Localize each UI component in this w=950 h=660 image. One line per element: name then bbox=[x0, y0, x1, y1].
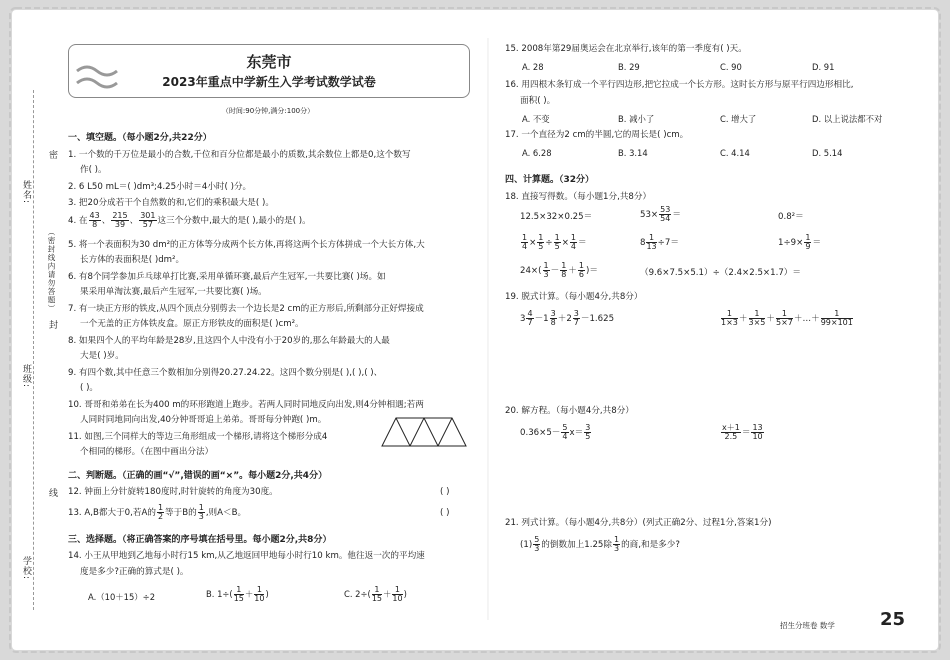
calc-2: 53× $\frac{53}{54}$ ＝ bbox=[640, 205, 681, 223]
exam-title: 2023年重点中学新生入学考试数学试卷 bbox=[162, 75, 376, 89]
class-label: 班级: bbox=[21, 364, 31, 389]
q17: 17. 一个直径为2 cm的半圆,它的周长是( )cm。 bbox=[505, 130, 689, 140]
q14-line2: 度是多少?正确的算式是( )。 bbox=[80, 567, 189, 577]
q15-option-d[interactable]: D. 91 bbox=[812, 62, 835, 72]
q17-option-b[interactable]: B. 3.14 bbox=[618, 148, 648, 158]
section-4-heading: 四、计算题。（32分） bbox=[505, 175, 595, 185]
equation-2: $\frac{x+1}{2.5}$ ＝ $\frac{13}{10}$ bbox=[722, 423, 763, 441]
q8-line2: 大是( )岁。 bbox=[80, 351, 124, 361]
seal-note: （密封线内请勿答题） bbox=[47, 228, 56, 313]
q14-option-b[interactable]: B. 1÷( $\frac{1}{15}$ ＋ $\frac{1}{10}$ ) bbox=[206, 585, 269, 603]
q14-line1: 14. 小王从甲地到乙地每小时行15 km,从乙地返回甲地每小时行10 km。他往返一次的平均速 bbox=[68, 551, 425, 561]
school-label: 学校: bbox=[21, 556, 31, 581]
q13-answer-paren[interactable]: ( ) bbox=[440, 508, 450, 518]
q5-line1: 5. 将一个表面积为30 dm²的正方体等分成两个长方体,再将这两个长方体拼成一个大长方体,大 bbox=[68, 240, 425, 250]
seal-mi: 密 bbox=[47, 150, 57, 160]
q10-line2: 人同时同地同向出发,40分钟哥哥追上弟弟。哥哥每分钟跑( )m。 bbox=[80, 415, 327, 425]
q20: 20. 解方程。（每小题4分,共8分） bbox=[505, 406, 634, 416]
city-title: 东莞市 bbox=[246, 53, 292, 71]
q16-option-c[interactable]: C. 增大了 bbox=[720, 114, 757, 124]
calc-7: 24×( $\frac{1}{3}$ － $\frac{1}{8}$ ＋ $\frac{1}{6}$ )＝ bbox=[520, 261, 598, 279]
q15-option-b[interactable]: B. 29 bbox=[618, 62, 640, 72]
calc-6: 1÷9× $\frac{1}{9}$ ＝ bbox=[778, 233, 822, 251]
q7-line2: 一个无盖的正方体铁皮盒。原正方形铁皮的面积是( )cm²。 bbox=[80, 319, 304, 329]
calc-5: 8 $\frac{1}{13}$ ÷7＝ bbox=[640, 233, 679, 251]
q2: 2. 6 L50 mL＝( )dm³;4.25小时＝4小时( )分。 bbox=[68, 182, 252, 192]
page-number: 25 bbox=[880, 609, 906, 630]
q7-line1: 7. 有一块正方形的铁皮,从四个顶点分别剪去一个边长是2 cm的正方形后,所剩部分正好焊接成 bbox=[68, 304, 424, 314]
q17-option-d[interactable]: D. 5.14 bbox=[812, 148, 843, 158]
q12: 12. 钟面上分针旋转180度时,时针旋转的角度为30度。 bbox=[68, 487, 278, 497]
q16-option-a[interactable]: A. 不变 bbox=[522, 114, 550, 124]
q12-answer-paren[interactable]: ( ) bbox=[440, 487, 450, 497]
footer-label: 招生分班卷 数学 bbox=[780, 621, 835, 630]
q1-line1: 1. 一个数的千万位是最小的合数,千位和百分位都是最小的质数,其余数位上都是0,这个数写 bbox=[68, 150, 411, 160]
seal-feng: 封 bbox=[47, 320, 57, 330]
name-label: 姓名: bbox=[21, 180, 31, 205]
q16-line2: 面积( )。 bbox=[520, 96, 556, 106]
q11-line1: 11. 如图,三个同样大的等边三角形组成一个梯形,请将这个梯形分成4 bbox=[68, 432, 328, 442]
calc-3: 0.8²＝ bbox=[778, 212, 804, 222]
section-3-heading: 三、选择题。（将正确答案的序号填在括号里。每小题2分,共8分） bbox=[68, 535, 332, 545]
section-1-heading: 一、填空题。（每小题2分,共22分） bbox=[68, 133, 212, 143]
q3: 3. 把20分成若干个自然数的和,它们的乘积最大是( )。 bbox=[68, 198, 274, 208]
q9-line1: 9. 有四个数,其中任意三个数相加分别得20.27.24.22。这四个数分别是( ),( ),( )、 bbox=[68, 368, 383, 378]
q21-part1: (1) $\frac{5}{3}$ 的倒数加上1.25除 $\frac{1}{3}$ 的商,和是多少? bbox=[520, 535, 680, 553]
equation-1: 0.36×5－ $\frac{5}{4}$ x＝ $\frac{3}{5}$ bbox=[520, 423, 591, 441]
q6-line2: 果采用单淘汰赛,最后产生冠军,一共要比赛( )场。 bbox=[80, 287, 267, 297]
q5-line2: 长方体的表面积是( )dm²。 bbox=[80, 255, 185, 265]
q19: 19. 脱式计算。（每小题4分,共8分） bbox=[505, 292, 643, 302]
q1-line2: 作( )。 bbox=[80, 165, 107, 175]
q10-line1: 10. 哥哥和弟弟在长为400 m的环形跑道上跑步。若两人同时同地反向出发,则4分钟相遇;若两 bbox=[68, 400, 424, 410]
q14-option-a[interactable]: A.（10＋15）÷2 bbox=[88, 592, 156, 602]
title-box bbox=[68, 44, 470, 98]
calc-9: 3 $\frac{4}{7}$ －1 $\frac{3}{8}$ ＋2 $\frac{3}{7}$ －1.625 bbox=[520, 309, 615, 327]
q14-option-c[interactable]: C. 2÷( $\frac{1}{15}$ ＋ $\frac{1}{10}$ ) bbox=[344, 585, 407, 603]
q13: 13. A,B都大于0,若A的 $\frac{1}{2}$ 等于B的 $\frac{1}{3}$ ,则A＜B。 bbox=[68, 503, 247, 521]
q16-option-d[interactable]: D. 以上说法都不对 bbox=[812, 114, 883, 124]
q8-line1: 8. 如果四个人的平均年龄是28岁,且这四个人中没有小于20岁的,那么年龄最大的人最 bbox=[68, 336, 390, 346]
q11-line2: 个相同的梯形。（在图中画出分法） bbox=[80, 447, 214, 457]
q15: 15. 2008年第29届奥运会在北京举行,该年的第一季度有( )天。 bbox=[505, 44, 747, 54]
q9-line2: ( )。 bbox=[80, 383, 99, 393]
seal-line bbox=[33, 90, 35, 610]
q16-option-b[interactable]: B. 减小了 bbox=[618, 114, 655, 124]
exam-meta: （时间:90分钟,满分:100分） bbox=[221, 107, 315, 115]
calc-8: （9.6×7.5×5.1）÷（2.4×2.5×1.7）＝ bbox=[640, 268, 801, 278]
q16-line1: 16. 用四根木条钉成一个平行四边形,把它拉成一个长方形。这时长方形与原平行四边形相比, bbox=[505, 80, 854, 90]
q6-line1: 6. 有8个同学参加乒乓球单打比赛,采用单循环赛,最后产生冠军,一共要比赛( )场。如 bbox=[68, 272, 386, 282]
seal-xian: 线 bbox=[47, 488, 57, 498]
q21: 21. 列式计算。（每小题4分,共8分）(列式正确2分、过程1分,答案1分) bbox=[505, 518, 772, 528]
trapezoid-figure[interactable] bbox=[380, 410, 470, 450]
calc-1: 12.5×32×0.25＝ bbox=[520, 212, 593, 222]
q17-option-c[interactable]: C. 4.14 bbox=[720, 148, 750, 158]
q17-option-a[interactable]: A. 6.28 bbox=[522, 148, 552, 158]
q15-option-a[interactable]: A. 28 bbox=[522, 62, 544, 72]
q4: 4. 在 $\frac{43}{8}$ 、 $\frac{215}{39}$ 、 $\frac{301}{57}$ 这三个分数中,最大的是( ),最小的是( )。 bbox=[68, 211, 311, 229]
calc-4: $\frac{1}{4}$ × $\frac{1}{5}$ ÷ $\frac{1}{5}$ × $\frac{1}{4}$ ＝ bbox=[522, 233, 587, 251]
calc-10: $\frac{1}{1\times 3}$ ＋ $\frac{1}{3\times 5}$ ＋ $\frac{1}{5\times 7}$ ＋…＋ $\frac{1}{99\times 101}$ bbox=[721, 309, 853, 327]
section-2-heading: 二、判断题。（正确的画“√”,错误的画“×”。每小题2分,共4分） bbox=[68, 471, 328, 481]
q15-option-c[interactable]: C. 90 bbox=[720, 62, 742, 72]
q18: 18. 直接写得数。（每小题1分,共8分） bbox=[505, 192, 652, 202]
